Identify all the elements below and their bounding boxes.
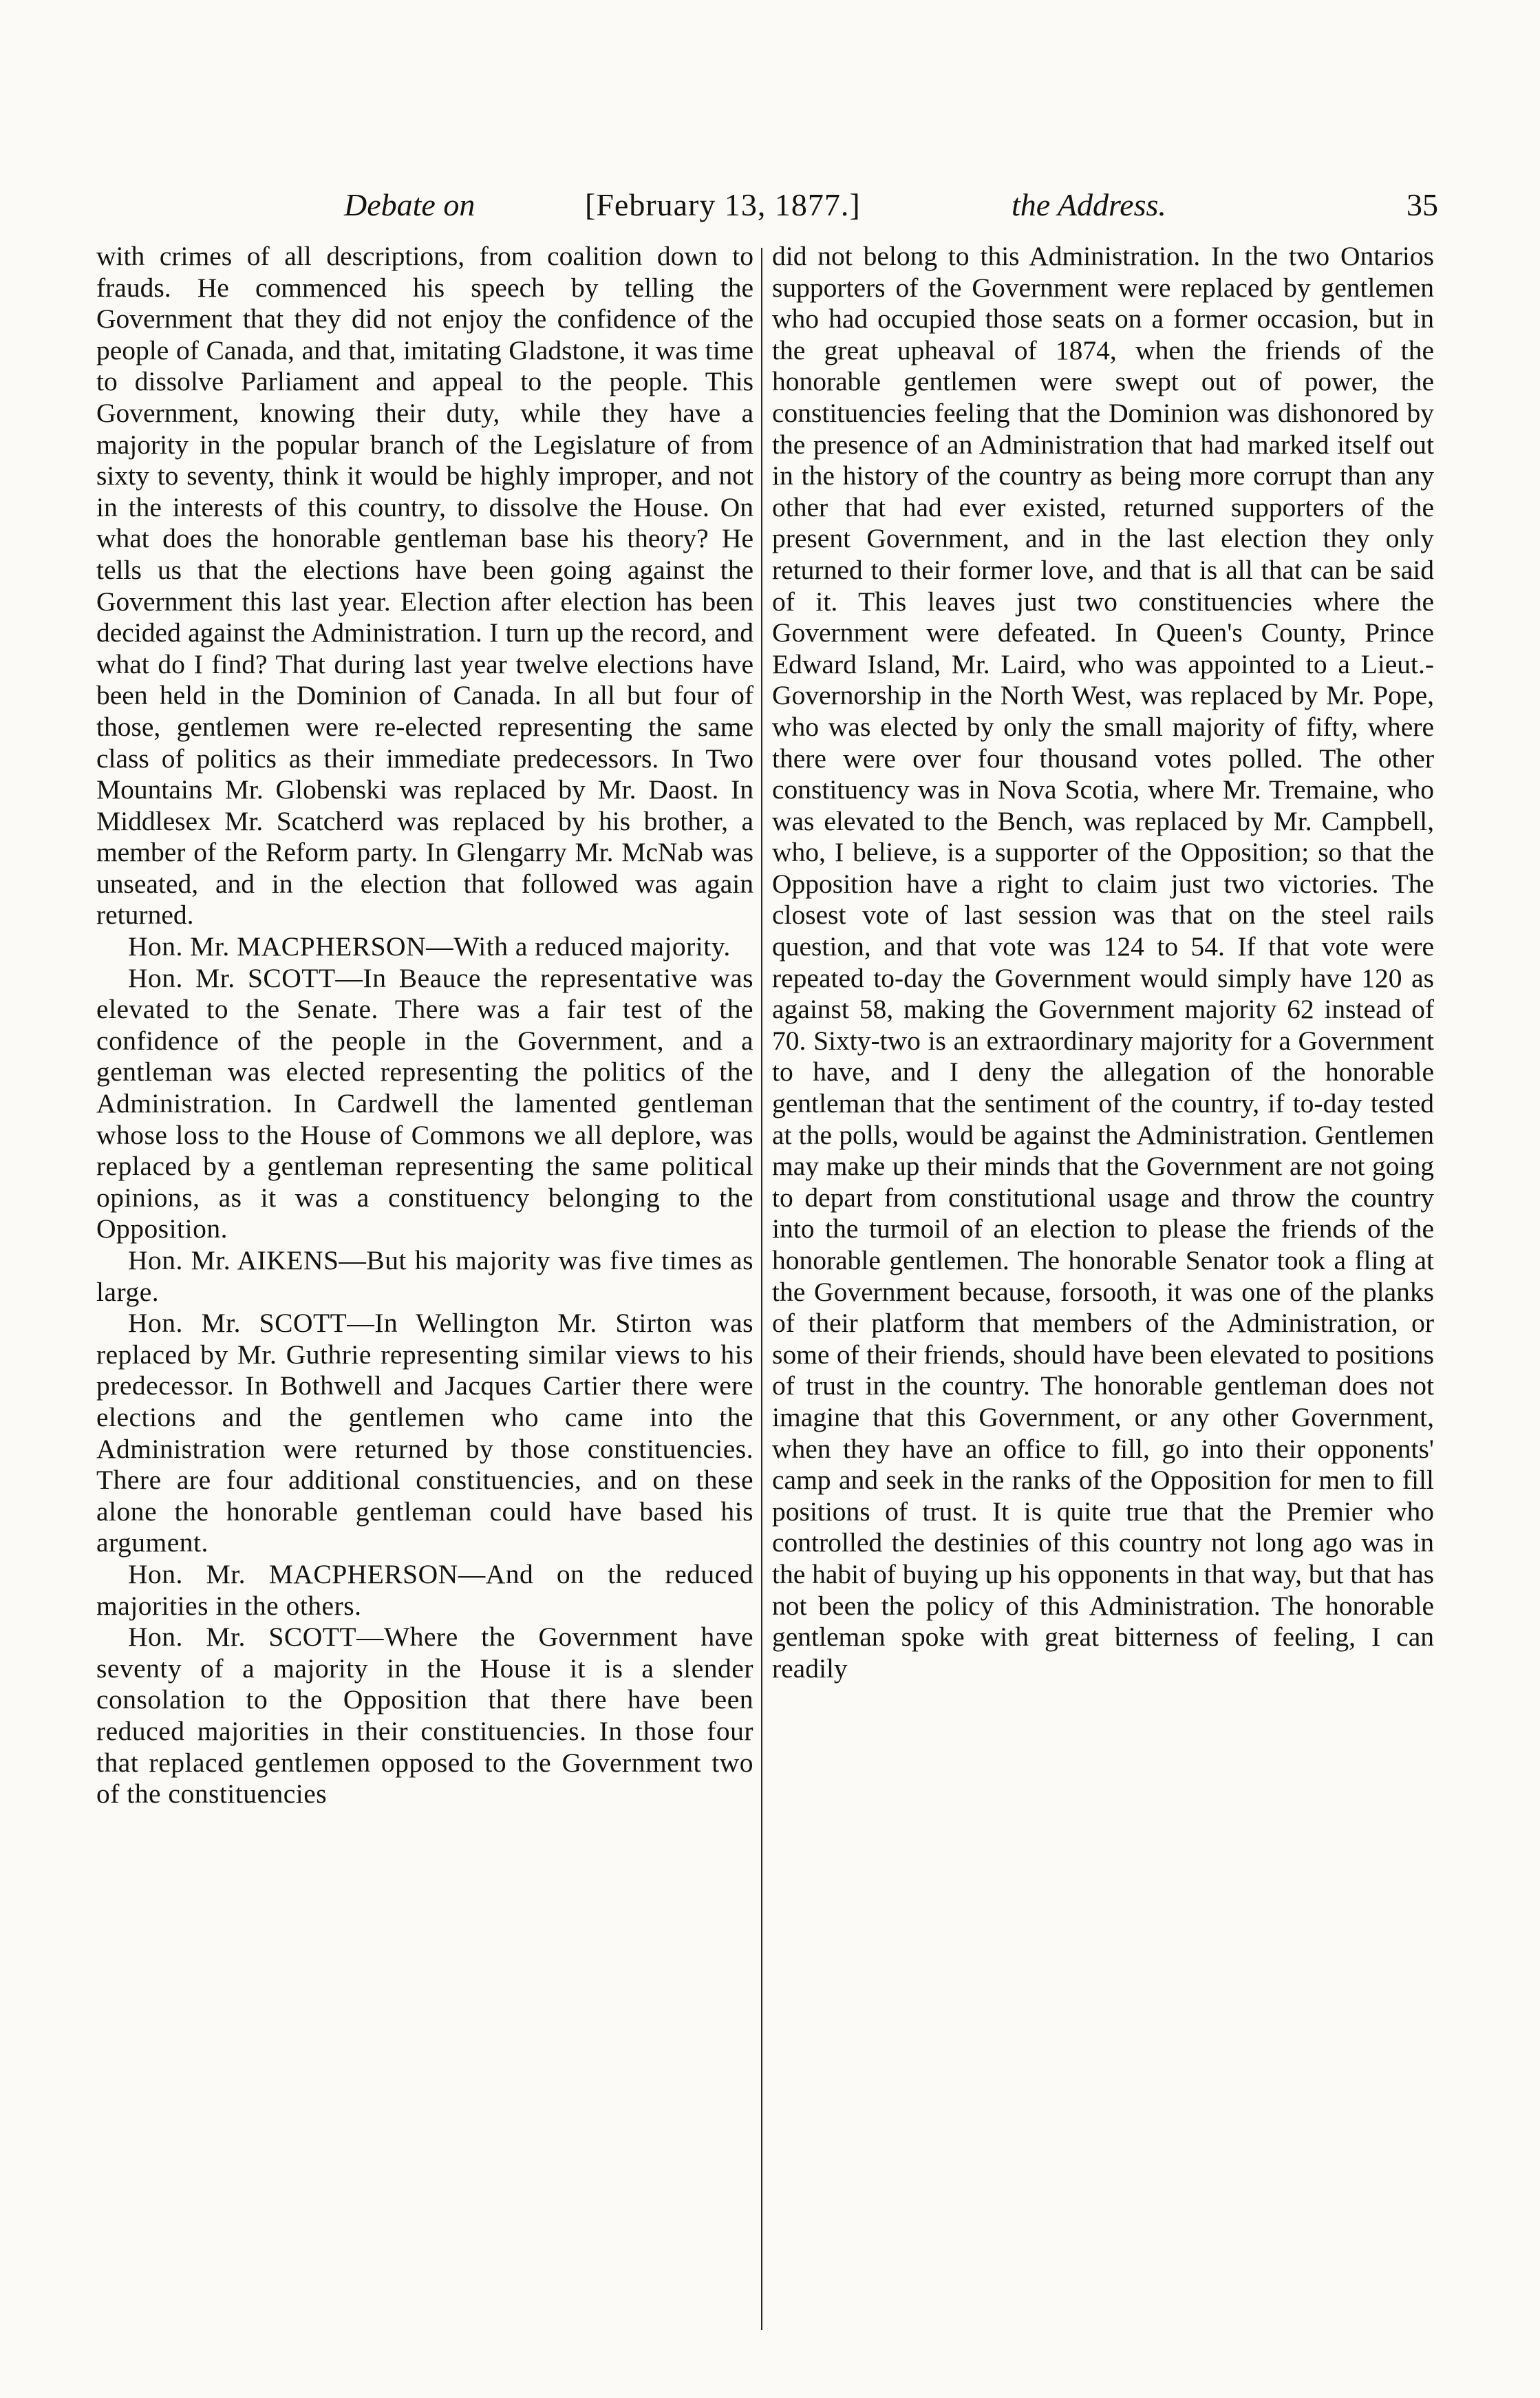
header-date: [February 13, 1877.]: [585, 187, 861, 222]
running-header: [323, 178, 1438, 233]
paragraph: Hon. Mr. SCOTT—In Beauce the representative was elevated to the Senate. There was a fair test of the confidence of the people in the Government, and a gentleman was elected representing the politics of the Administration. In Cardwell the lamented gentleman whose loss to the House of Commons we all deplore, was replaced by a gentleman representing the same political opinions, as it was a constituency belonging to the Opposition.: [96, 962, 753, 1244]
column-divider: [761, 248, 762, 2330]
page-number: 35: [1407, 187, 1438, 222]
header-left: Debate on: [344, 187, 475, 222]
paragraph: Hon. Mr. MACPHERSON—With a reduced majority.: [128, 931, 731, 962]
paragraph: Hon. Mr. MACPHERSON—And on the reduced majorities in the others.: [96, 1558, 753, 1621]
right-column: [772, 241, 1434, 2347]
paragraph: did not belong to this Administration. In the two Ontarios supporters of the Government were replaced by gentlemen who had occupied those seats on a former occasion, but in the great upheaval of 1874, when the friends of the honorable gentlemen were swept out of power, the constituencies feeling that the Dominion was dishonored by the presence of an Administration that had marked itself out in the history of the country as being more corrupt than any other that had ever existed, returned supporters of the present Government, and in the last election they only returned to their former love, and that is all that can be said of it. This leaves just two constituencies where the Government were defeated. In Queen's County, Prince Edward Island, Mr. Laird, who was appointed to a Lieut.-Governorship in the North West, was replaced by Mr. Pope, who was elected by only the small majority of fifty, where there were over four thousand votes polled. The other constituency was in Nova Scotia, where Mr. Tremaine, who was elevated to the Bench, was replaced by Mr. Campbell, who, I believe, is a supporter of the Opposition; so that the Opposition have a right to claim just two victories. The closest vote of last session was that on the steel rails question, and that vote was 124 to 54. If that vote were repeated to-day the Government would simply have 120 as against 58, making the Government majority 62 instead of 70. Sixty-two is an extraordinary majority for a Government to have, and I deny the allegation of the honorable gentleman that the sentiment of the country, if to-day tested at the polls, would be against the Administration. Gentlemen may make up their minds that the Government are not going to depart from constitutional usage and throw the country into the turmoil of an election to please the friends of the honorable gentlemen. The honorable Senator took a fling at the Government because, forsooth, it was one of the planks of their platform that members of the Administration, or some of their friends, should have been elevated to positions of trust in the country. The honorable gentleman does not imagine that this Government, or any other Government, when they have an office to fill, go into their opponents' camp and seek in the ranks of the Opposition for men to fill positions of trust. It is quite true that the Premier who controlled the destinies of this country not long ago was in the habit of buying up his opponents in that way, but that has not been the policy of this Administration. The honorable gentleman spoke with great bitterness of feeling, I can readily: [772, 241, 1434, 1684]
paragraph: Hon. Mr. SCOTT—Where the Government have seventy of a majority in the House it is a slender consolation to the Opposition that there have been reduced majorities in their constituencies. In those four that replaced gentlemen opposed to the Government two of the constituencies: [96, 1622, 753, 1810]
paragraph: Hon. Mr. SCOTT—In Wellington Mr. Stirton was replaced by Mr. Guthrie representing similar views to his predecessor. In Bothwell and Jacques Cartier there were elections and the gentlemen who came into the Administration were returned by those constituencies. There are four additional constituencies, and on these alone the honorable gentleman could have based his argument.: [96, 1308, 753, 1558]
left-column: [96, 241, 753, 2347]
header-right: the Address.: [1012, 187, 1166, 222]
paragraph: Hon. Mr. AIKENS—But his majority was five times as large.: [96, 1245, 753, 1307]
paragraph: with crimes of all descriptions, from coalition down to frauds. He commenced his speech by telling the Government that they did not enjoy the confidence of the people of Canada, and that, imitating Gladstone, it was time to dissolve Parliament and appeal to the people. This Government, knowing their duty, while they have a majority in the popular branch of the Legislature of from sixty to seventy, think it would be highly improper, and not in the interests of this country, to dissolve the House. On what does the honorable gentleman base his theory? He tells us that the elections have been going against the Government this last year. Election after election has been decided against the Administration. I turn up the record, and what do I find? That during last year twelve elections have been held in the Dominion of Canada. In all but four of those, gentlemen were re-elected representing the same class of politics as their immediate predecessors. In Two Mountains Mr. Globenski was replaced by Mr. Daost. In Middlesex Mr. Scatcherd was replaced by his brother, a member of the Reform party. In Glengarry Mr. McNab was unseated, and in the election that followed was again returned.: [96, 241, 753, 931]
